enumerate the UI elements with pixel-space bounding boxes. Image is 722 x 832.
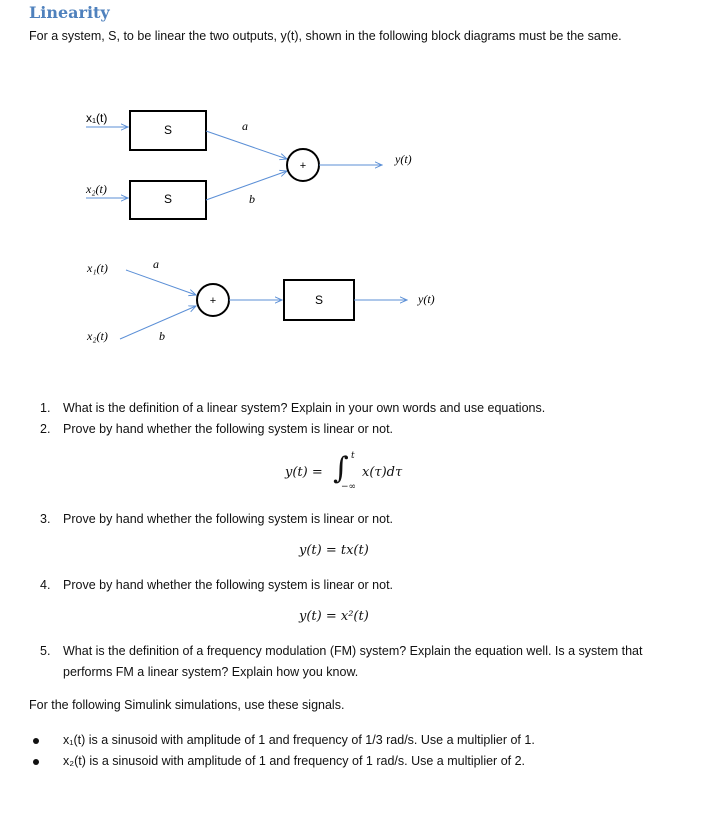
question-number: 3.: [40, 512, 51, 526]
d2-gain-a-label: a: [153, 257, 159, 271]
d1-block2-label: S: [163, 192, 173, 206]
diagram-2: [86, 257, 435, 343]
eq2-integrand: x(τ)dτ: [362, 465, 403, 480]
question-number: 4.: [40, 578, 51, 592]
simulink-intro: For the following Simulink simulations, use these signals.: [29, 698, 345, 712]
d2-gain-a-line: [126, 270, 196, 295]
question-number: 5.: [40, 644, 51, 658]
question-text: Prove by hand whether the following system is linear or not.: [63, 578, 394, 592]
bullet-text: x₂(t) is a sinusoid with amplitude of 1 and frequency of 1 rad/s. Use a multiplier of 2.: [63, 754, 526, 768]
d1-gain-a-line: [206, 131, 287, 159]
equation-3: y(t) = tx(t): [299, 543, 369, 558]
d1-gain-b-line: [206, 171, 287, 200]
d2-gain-b-line: [120, 306, 196, 339]
d1-input1-label: x₁(t): [86, 111, 108, 125]
eq2-lhs: y(t) =: [285, 465, 323, 480]
d2-output-label: y(t): [418, 292, 435, 306]
diagram-1: [85, 111, 412, 219]
d1-sum-sign: +: [299, 160, 307, 172]
intro-paragraph: For a system, S, to be linear the two outputs, y(t), shown in the following block diagrams must be the same.: [29, 29, 622, 43]
integral-sign: ∫: [333, 451, 349, 486]
d1-input2-label: x₂(t): [86, 182, 107, 196]
question-text: Prove by hand whether the following system is linear or not.: [63, 512, 394, 526]
bullet-dot: [33, 759, 39, 765]
question-number: 1.: [40, 401, 51, 415]
d1-gain-a-label: a: [242, 119, 248, 133]
d2-input1-label: x₁(t): [87, 261, 108, 275]
question-text: Prove by hand whether the following system is linear or not.: [63, 422, 394, 436]
eq2-upper-limit: t: [351, 451, 355, 461]
d2-sum-sign: +: [209, 295, 217, 307]
d2-block-label: S: [314, 293, 324, 307]
d1-gain-b-label: b: [249, 192, 255, 206]
d1-output-label: y(t): [395, 152, 412, 166]
bullet-text: x₁(t) is a sinusoid with amplitude of 1 and frequency of 1/3 rad/s. Use a multiplier of 1.: [63, 733, 535, 747]
question-text: What is the definition of a frequency modulation (FM) system? Explain the equation well. Is a system that performs FM a linear system? Explain how you know.: [63, 644, 643, 679]
d2-gain-b-label: b: [159, 329, 165, 343]
eq2-lower-limit: −∞: [341, 482, 357, 492]
page-title: Linearity: [29, 3, 110, 22]
question-text: What is the definition of a linear system? Explain in your own words and use equations.: [63, 401, 546, 415]
d1-block1-label: S: [163, 123, 173, 137]
block-diagrams: [0, 0, 722, 380]
equation-integral: [285, 452, 425, 496]
bullet-dot: [33, 738, 39, 744]
question-number: 2.: [40, 422, 51, 436]
equation-4: y(t) = x²(t): [299, 609, 369, 624]
d2-input2-label: x₂(t): [87, 329, 108, 343]
